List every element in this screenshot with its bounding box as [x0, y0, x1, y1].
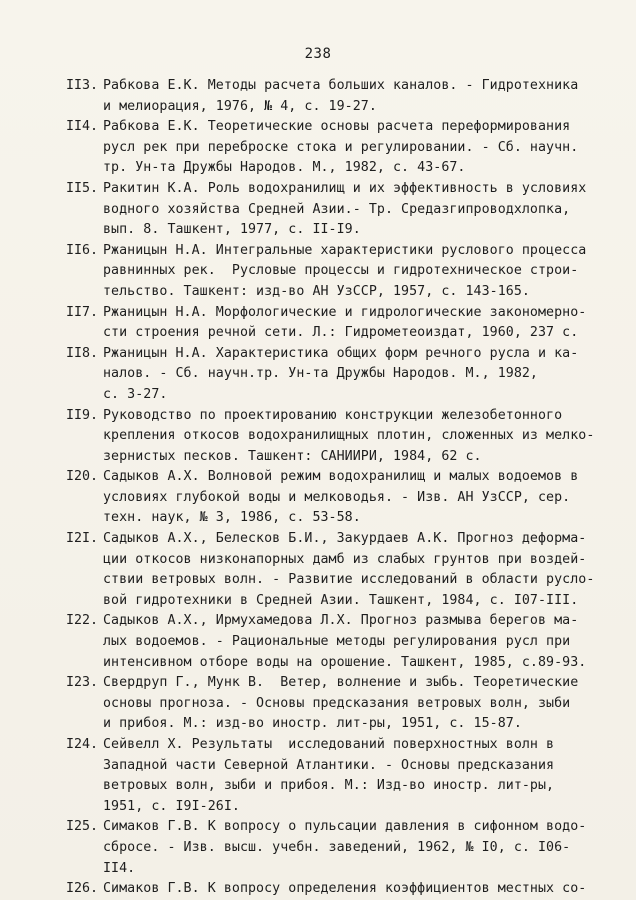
reference-line: с. 3-27.	[103, 386, 168, 402]
reference-line: вой гидротехники в Средней Азии. Ташкент, 1984, с. I07-III.	[103, 592, 579, 608]
reference-text	[103, 117, 586, 179]
reference-number: I22.	[66, 613, 99, 629]
reference-line: интенсивном отборе воды на орошение. Ташкент, 1985, с.89-93.	[103, 654, 587, 670]
reference-text	[103, 673, 586, 735]
reference-entry	[66, 673, 586, 735]
reference-number: II7.	[66, 304, 99, 320]
reference-entry	[66, 529, 595, 611]
reference-line: вып. 8. Ташкент, 1977, с. II-I9.	[103, 222, 361, 238]
reference-line: Рабкова Е.К. Методы расчета больших каналов. - Гидротехника	[103, 78, 579, 93]
reference-number: I25.	[66, 819, 99, 835]
reference-line: Ракитин К.А. Роль водохранилищ и их эффективность в условиях	[103, 180, 587, 196]
reference-entry	[66, 735, 586, 817]
reference-line: Симаков Г.В. К вопросу о пульсации давления в сифонном водо-	[103, 819, 587, 835]
reference-line: Руководство по проектированию конструкции железобетонного	[103, 407, 563, 423]
page-number: 238	[304, 46, 332, 62]
reference-entry	[66, 241, 586, 303]
reference-line: крепления откосов водохранилищных плотин, сложенных из мелко-	[103, 428, 595, 444]
reference-number: I23.	[66, 675, 99, 691]
reference-line: ветровых волн, зыби и прибоя. М.: Изд-во иностр. лит-ры,	[103, 778, 555, 794]
reference-line: II4.	[103, 860, 136, 876]
reference-entry	[66, 179, 586, 241]
reference-number: II8.	[66, 345, 99, 361]
reference-line: 1951, с. I9I-26I.	[103, 798, 240, 814]
reference-entry	[66, 467, 586, 529]
reference-text	[103, 817, 586, 879]
reference-entry	[66, 879, 586, 900]
reference-line: налов. - Сб. научн.тр. Ун-та Дружбы Народов. М., 1982,	[103, 366, 538, 382]
reference-list	[66, 76, 595, 900]
reference-entry	[66, 406, 595, 468]
reference-text	[103, 179, 586, 241]
reference-line: русл рек при переброске стока и регулировании. - Сб. научн.	[103, 139, 579, 155]
reference-text	[103, 467, 586, 529]
reference-line: техн. наук, № 3, 1986, с. 53-58.	[103, 510, 361, 526]
reference-entry	[66, 344, 586, 406]
reference-entry	[66, 817, 586, 879]
reference-number: II3.	[66, 78, 99, 93]
reference-line: и прибоя. М.: изд-во иностр. лит-ры, 1951, с. 15-87.	[103, 716, 522, 732]
reference-text	[103, 406, 594, 468]
reference-line: лых водоемов. - Рациональные методы регулирования русл при	[103, 634, 571, 650]
reference-line: Сейвелл Х. Результаты исследований поверхностных волн в	[103, 737, 555, 752]
reference-number: II9.	[66, 407, 99, 423]
reference-text	[103, 303, 586, 344]
reference-entry	[66, 611, 586, 673]
reference-number: I24.	[66, 737, 99, 752]
reference-text	[103, 529, 594, 611]
reference-line: условиях глубокой воды и мелководья. - Изв. АН УзССР, сер.	[103, 489, 571, 505]
reference-line: Свердруп Г., Мунк В. Ветер, волнение и зыбь. Теоретические	[103, 675, 579, 691]
reference-entry	[66, 117, 586, 179]
reference-number: I2I.	[66, 531, 99, 547]
reference-number: I26.	[66, 881, 99, 897]
reference-line: Рабкова Е.К. Теоретические основы расчета переформирования	[103, 119, 571, 135]
reference-line: зернистых песков. Ташкент: САНИИРИ, 1984, 62 с.	[103, 448, 482, 464]
reference-line: сбросе. - Изв. высш. учебн. заведений, 1962, № I0, с. I06-	[103, 839, 571, 855]
reference-line: Садыков А.Х., Белесков Б.И., Закурдаев А.К. Прогноз деформа-	[103, 531, 587, 547]
reference-text	[103, 241, 586, 303]
reference-line: Ржаницын Н.А. Интегральные характеристики руслового процесса	[103, 242, 587, 258]
reference-line: водного хозяйства Средней Азии.- Тр. Средазгипроводхлопка,	[103, 201, 571, 217]
reference-line: основы прогноза. - Основы предсказания ветровых волн, зыби	[103, 695, 571, 711]
reference-text	[103, 879, 586, 900]
reference-line: Ржаницын Н.А. Характеристика общих форм речного русла и ка-	[103, 345, 579, 361]
reference-line: Западной части Северной Атлантики. - Основы предсказания	[103, 757, 555, 773]
reference-line: Ржаницын Н.А. Морфологические и гидрологические закономерно-	[103, 304, 587, 320]
reference-entry	[66, 303, 586, 344]
reference-line: ции откосов низконапорных дамб из слабых грунтов при воздей-	[103, 551, 587, 567]
reference-entry	[66, 76, 586, 117]
reference-text	[103, 735, 586, 817]
reference-line: тельство. Ташкент: изд-во АН УзССР, 1957, с. 143-165.	[103, 283, 530, 299]
reference-line: Садыков А.Х. Волновой режим водохранилищ и малых водоемов в	[103, 469, 579, 485]
reference-line: Симаков Г.В. К вопросу определения коэффициентов местных со-	[103, 881, 587, 897]
reference-text	[103, 344, 586, 406]
reference-line: сти строения речной сети. Л.: Гидрометеоиздат, 1960, 237 с.	[103, 325, 579, 341]
reference-line: Садыков А.Х., Ирмухамедова Л.Х. Прогноз размыва берегов ма-	[103, 613, 579, 629]
reference-text	[103, 76, 586, 117]
reference-line: равнинных рек. Русловые процессы и гидротехническое строи-	[103, 263, 579, 279]
reference-line: и мелиорация, 1976, № 4, с. 19-27.	[103, 98, 377, 114]
reference-text	[103, 611, 586, 673]
reference-line: ствии ветровых волн. - Развитие исследований в области руслo-	[103, 572, 595, 588]
reference-line: тр. Ун-та Дружбы Народов. М., 1982, с. 43-67.	[103, 160, 466, 176]
reference-number: I20.	[66, 469, 99, 485]
reference-number: II6.	[66, 242, 99, 258]
reference-number: II4.	[66, 119, 99, 135]
reference-number: II5.	[66, 180, 99, 196]
